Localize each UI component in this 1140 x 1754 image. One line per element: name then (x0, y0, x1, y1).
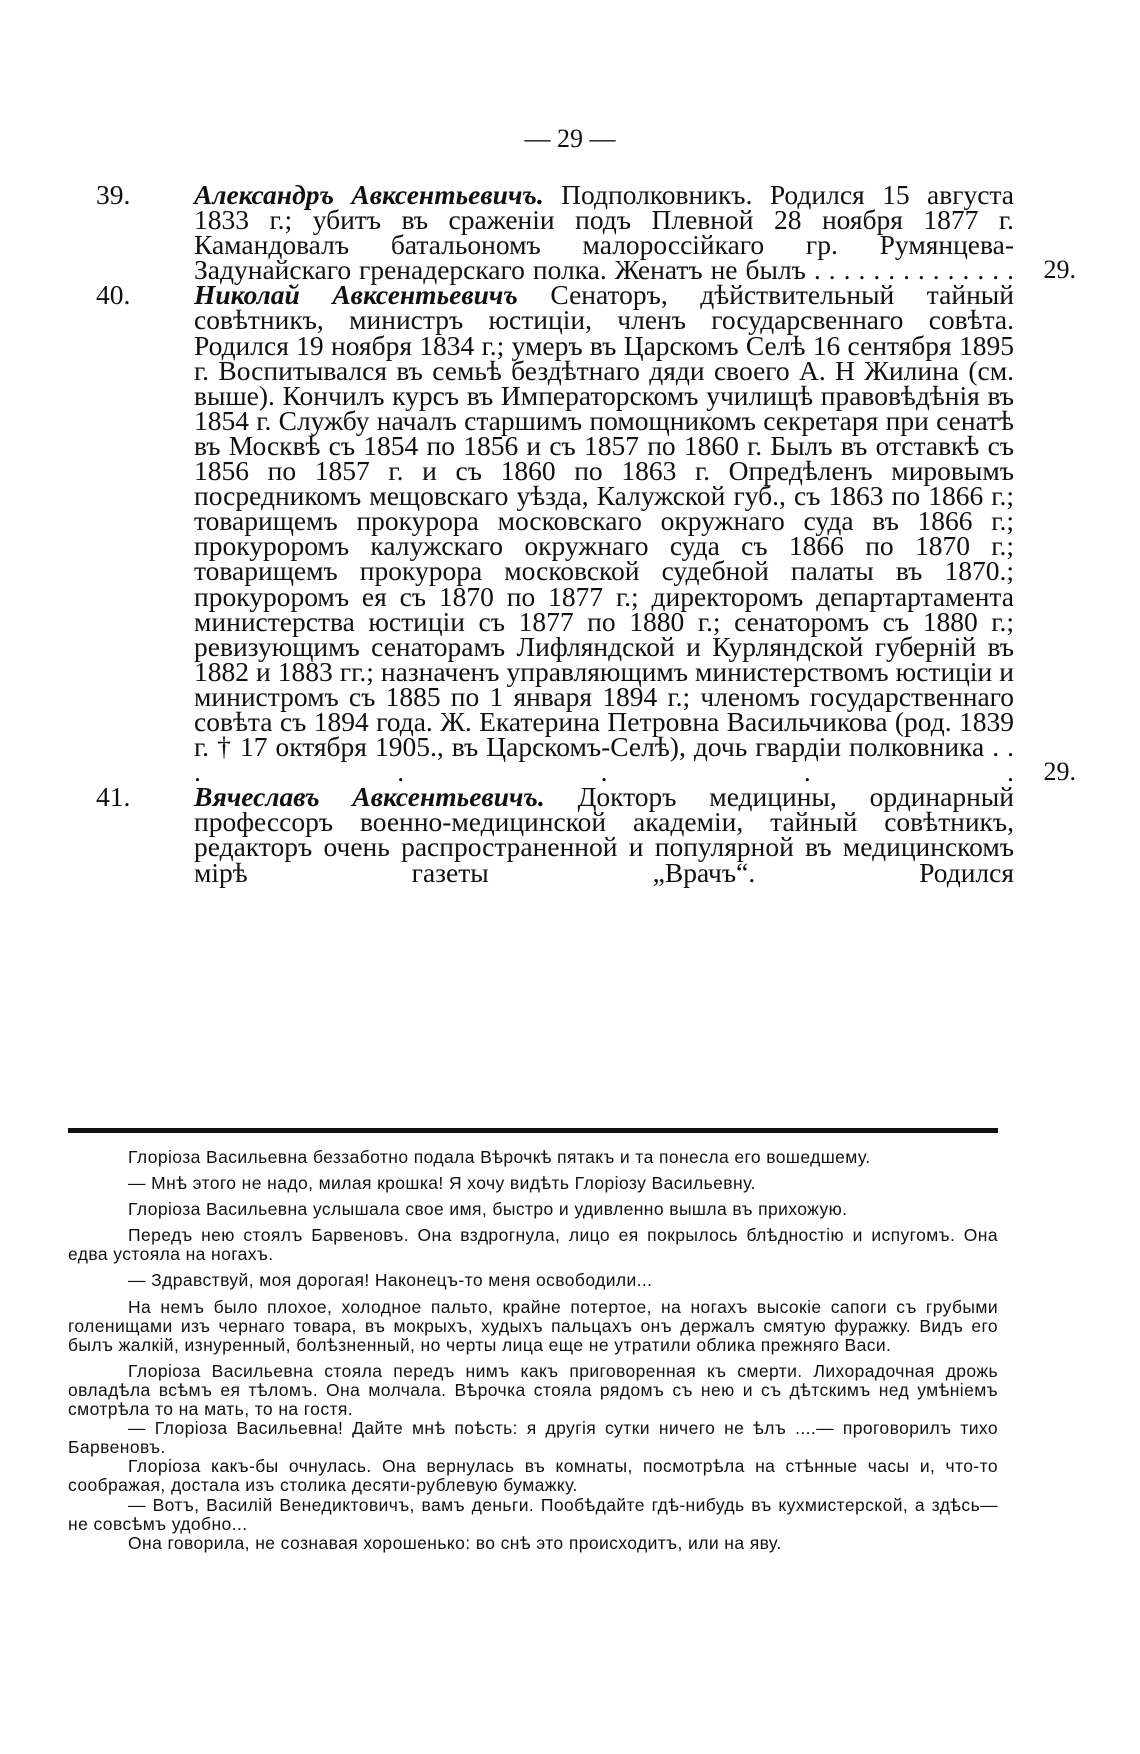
entry-text (96, 279, 1076, 788)
entry-body: Докторъ медицины, ординарный профессоръ военно-медицинской академіи, тайный совѣтникъ, редакторъ очень распространенной и популярной въ медицинскомъ мірѣ газеты „Врачъ“. Родился (194, 781, 1014, 888)
entry-40 (96, 279, 1076, 788)
entry-41 (96, 781, 1076, 888)
entry-number: 41. (96, 781, 131, 813)
entry-text (96, 781, 1076, 888)
divider-rule (68, 1128, 998, 1133)
entry-name: Александръ Авксентьевичъ. (194, 179, 544, 210)
entry-name: Николай Авксентьевичъ (194, 279, 518, 311)
story-paragraph: Передъ нею стоялъ Барвеновъ. Она вздрогнула, лицо ея покрылось блѣдностію и испугомъ. Она едва устояла на ногахъ. (68, 1225, 998, 1265)
story-paragraph: Глоріоза Васильевна услышала свое имя, быстро и удивленно вышла въ прихожую. (128, 1199, 848, 1220)
entry-body: Подполковникъ. Родился 15 августа 1833 г.; убитъ въ сраженіи подъ Плевной 28 ноября 1877 г. Камандовалъ батальономъ малороссійкаго гр. Румянцева-Задунайскаго гренадерскаго полка. Женатъ не былъ . . . . . . . . . . . . . . (194, 179, 1014, 286)
story-paragraph: — Вотъ, Василій Венедиктовичъ, вамъ деньги. Пообѣдайте гдѣ-нибудь въ кухмистерской, а здѣсь—не совсѣмъ удобно... (68, 1494, 998, 1534)
story-paragraph: — Здравствуй, моя дорогая! Наконецъ-то меня освободили... (128, 1270, 653, 1291)
story-text (68, 1148, 998, 1553)
story-paragraph: Глоріоза какъ-бы очнулась. Она вернулась въ комнаты, посмотрѣла на стѣнные часы и, что-то соображая, достала изъ столика десяти-рублевую бумажку. (68, 1456, 998, 1496)
story-paragraph: На немъ было плохое, холодное пальто, крайне потертое, на ногахъ высокіе сапоги съ грубыми голенищами изъ чернаго товара, въ мокрыхъ, худыхъ пальцахъ онъ держалъ смятую фуражку. Видъ его былъ жалкій, изнуренный, болѣзненный, но черты лица еще не утратили облика прежняго Васи. (68, 1296, 998, 1355)
biographical-entries (96, 179, 1076, 888)
entry-name: Вячеславъ Авксентьевичъ. (194, 781, 545, 813)
story-paragraph: — Глоріоза Васильевна! Дайте мнѣ поѣсть: я другія сутки ничего не ѣлъ ....— проговорилъ тихо Барвеновъ. (68, 1418, 998, 1458)
story-paragraph: Глоріоза Васильевна стояла передъ нимъ какъ приговоренная къ смерти. Лихорадочная дрожь овладѣла всѣмъ ея тѣломъ. Она молчала. Вѣрочка стояла рядомъ съ нею и съ дѣтскимъ нед умѣніемъ смотрѣла то на мать, то на гостя. (68, 1360, 998, 1420)
entry-39 (96, 179, 1076, 286)
entry-text (96, 179, 1076, 286)
story-paragraph: Глоріоза Васильевна беззаботно подала Вѣрочкѣ пятакъ и та понесла его вошедшему. (128, 1147, 871, 1167)
entry-number: 39. (96, 179, 131, 210)
story-paragraph: Она говорила, не сознавая хорошенько: во снѣ это происходитъ, или на яву. (128, 1532, 782, 1553)
entry-body: Сенаторъ, дѣйствительный тайный совѣтникъ, министръ юстиціи, членъ государсвеннаго совѣта. Родился 19 ноября 1834 г.; умеръ въ Царскомъ Селѣ 16 сентября 1895 г. Воспитывался въ семьѣ бездѣтнаго дяди своего А. Н Жилина (см. выше). Кончилъ курсъ въ Императорскомъ училищѣ правовѣдѣнія въ 1854 г. Службу началъ старшимъ помощникомъ секретаря при сенатѣ въ Москвѣ съ 1854 по 1856 и съ 1857 по 1860 г. Былъ въ отставкѣ съ 1856 по 1857 г. и съ 1860 по 1863 г. Опредѣленъ мировымъ посредникомъ мещовскаго уѣзда, Калужской губ., съ 1863 по 1866 г.; товарищемъ прокурора московскаго окружнаго суда въ 1866 г.; прокуроромъ калужскаго окружнаго суда съ 1866 по 1870 г.; товарищемъ прокурора московской судебной палаты въ 1870.; прокуроромъ ея съ 1870 по 1877 г.; директоромъ департартамента министерства юстиціи съ 1877 по 1880 г.; сенаторомъ съ 1880 г.; ревизующимъ сенаторамъ Лифляндской и Курляндской губерній въ 1882 и 1883 гг.; назначенъ управляющимъ министерствомъ юстиціи и министромъ съ 1885 по 1 января 1894 г.; членомъ государственнаго совѣта съ 1894 года. Ж. Екатерина Петровна Васильчикова (род. 1839 г. † 17 октября 1905., въ Царскомъ-Селѣ), дочь гвардіи полковника . . . . . . . (194, 279, 1014, 788)
story-paragraph: — Мнѣ этого не надо, милая крошка! Я хочу видѣть Глоріозу Васильевну. (128, 1173, 756, 1194)
entry-number: 40. (96, 279, 131, 311)
page-number: — 29 — (524, 124, 616, 153)
entry-ref: 29. (1043, 757, 1076, 787)
entry-ref: 29. (1043, 255, 1076, 285)
